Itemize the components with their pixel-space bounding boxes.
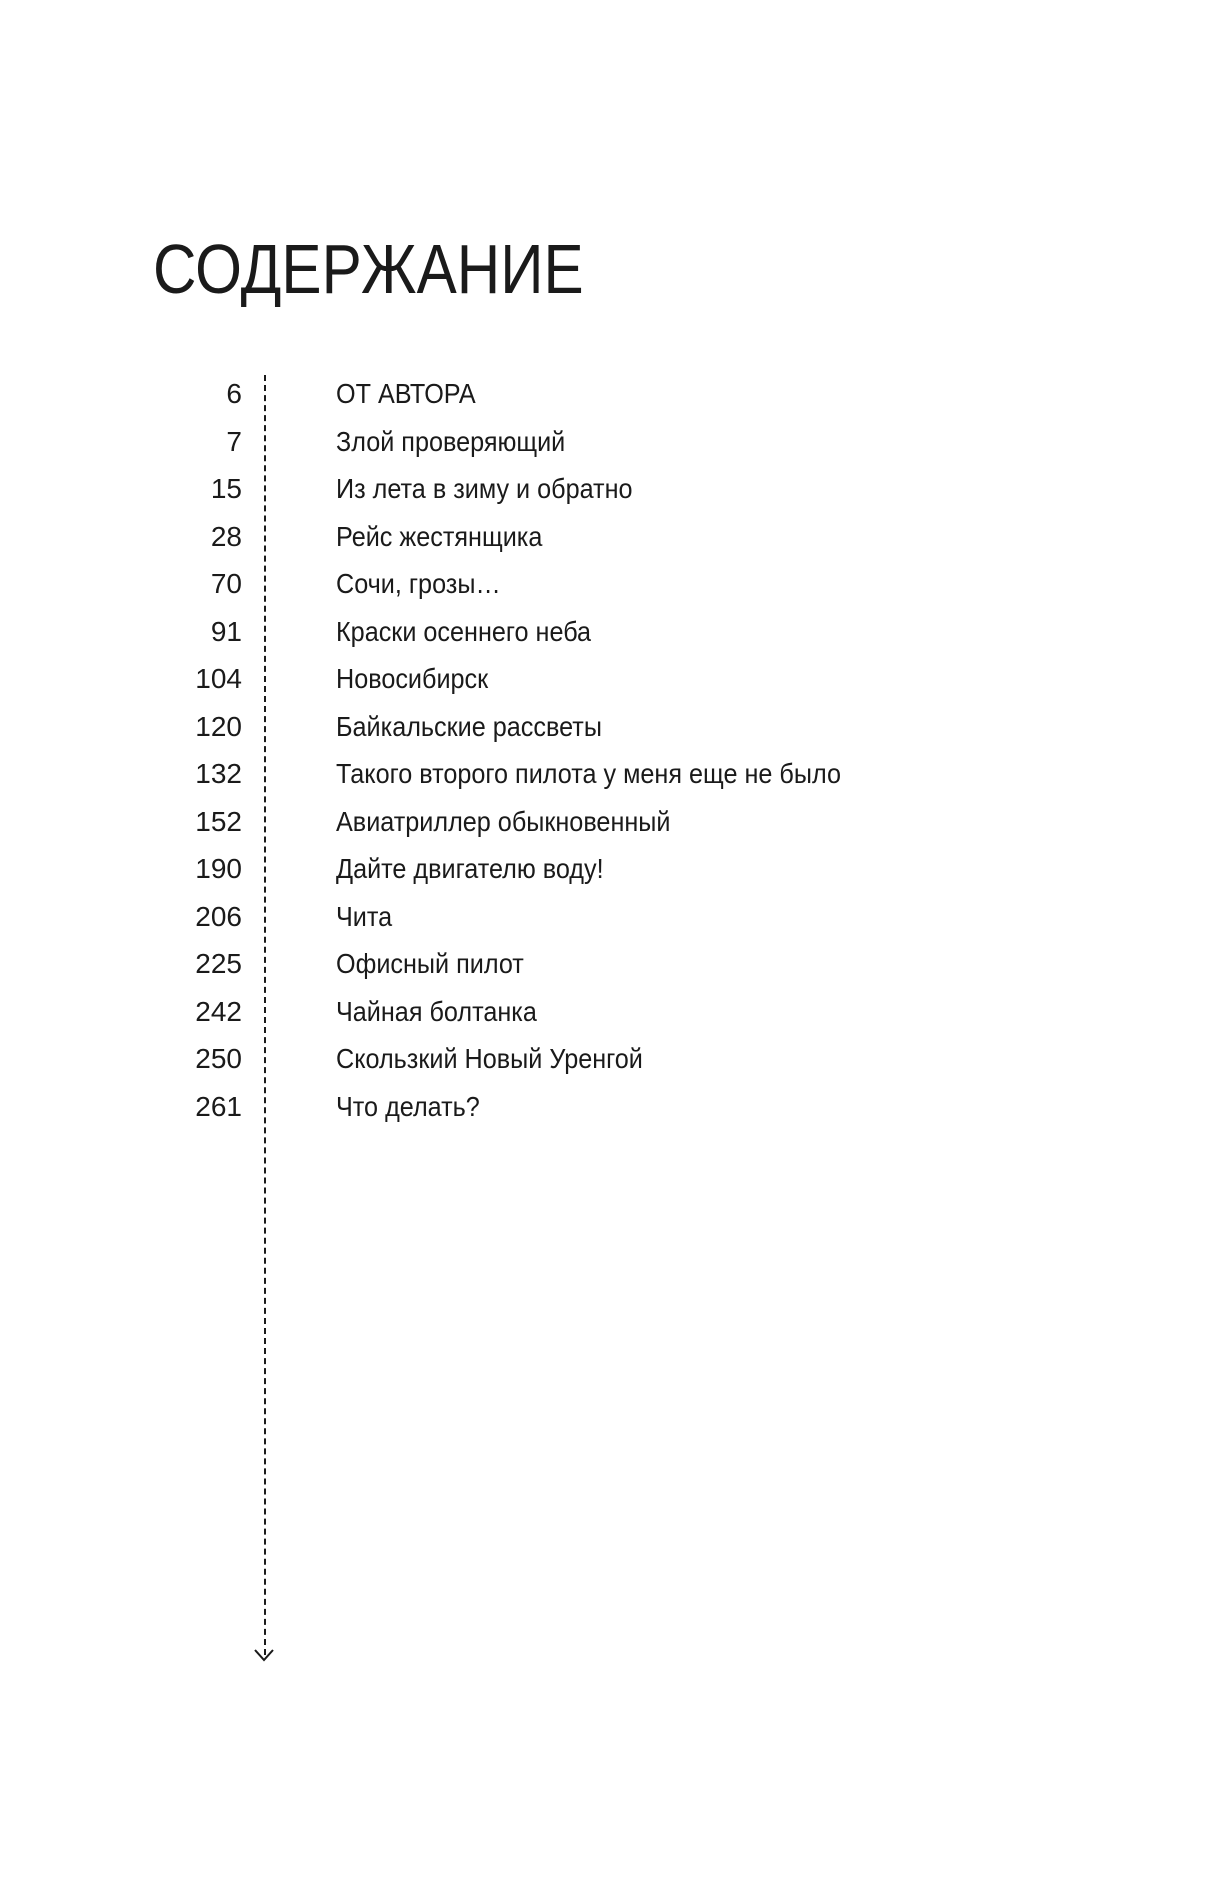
toc-entry[interactable]: [0, 661, 1216, 709]
toc-entry[interactable]: [0, 424, 1216, 472]
toc-entry-title[interactable]: Из лета в зиму и обратно: [336, 473, 633, 504]
toc-page-number: 15: [210, 473, 242, 504]
toc-page-number: 104: [195, 663, 242, 694]
toc-entry[interactable]: [0, 756, 1216, 804]
toc-entry[interactable]: [0, 946, 1216, 994]
toc-entry-title[interactable]: Такого второго пилота у меня еще не было: [336, 758, 841, 789]
toc-page-number: 242: [195, 995, 242, 1027]
toc-page-number: 91: [210, 615, 242, 647]
toc-page-number: 250: [195, 1043, 242, 1074]
toc-entry-title[interactable]: Краски осеннего неба: [336, 615, 592, 647]
toc-entry[interactable]: [0, 1041, 1216, 1089]
toc-entry-title[interactable]: ОТ АВТОРА: [336, 378, 476, 409]
toc-entry[interactable]: [0, 899, 1216, 947]
toc-entry[interactable]: [0, 851, 1216, 899]
toc-list: [0, 376, 1216, 1136]
toc-entry[interactable]: [0, 614, 1216, 662]
page-title: СОДЕРЖАНИЕ: [153, 230, 584, 308]
toc-entry-title[interactable]: Авиатриллер обыкновенный: [336, 805, 671, 837]
toc-page-number: 132: [195, 758, 242, 789]
toc-entry-title[interactable]: Что делать?: [336, 1090, 480, 1122]
toc-entry-title[interactable]: Байкальские рассветы: [336, 710, 602, 742]
toc-entry[interactable]: [0, 994, 1216, 1042]
toc-entry[interactable]: [0, 471, 1216, 519]
toc-entry-title[interactable]: Офисный пилот: [336, 948, 524, 979]
toc-page-number: 261: [195, 1090, 242, 1122]
toc-page-number: 206: [195, 900, 242, 932]
toc-entry[interactable]: [0, 1089, 1216, 1137]
toc-page-number: 28: [210, 520, 242, 552]
toc-page-number: 120: [195, 710, 242, 742]
toc-page-number: 7: [226, 425, 242, 457]
arrow-down-icon: [253, 1647, 275, 1663]
toc-entry-title[interactable]: Чита: [336, 900, 393, 932]
toc-entry[interactable]: [0, 566, 1216, 614]
toc-entry[interactable]: [0, 804, 1216, 852]
toc-entry-title[interactable]: Скользкий Новый Уренгой: [336, 1043, 643, 1074]
toc-entry-title[interactable]: Чайная болтанка: [336, 995, 537, 1027]
toc-entry[interactable]: [0, 709, 1216, 757]
toc-entry-title[interactable]: Сочи, грозы…: [336, 568, 501, 599]
toc-page-number: 6: [226, 378, 242, 409]
toc-entry-title[interactable]: Новосибирск: [336, 663, 489, 694]
toc-page-number: 190: [195, 853, 242, 884]
toc-entry[interactable]: [0, 376, 1216, 424]
toc-page-number: 70: [210, 568, 242, 599]
toc-entry-title[interactable]: Злой проверяющий: [336, 425, 566, 457]
toc-page-number: 152: [195, 805, 242, 837]
toc-entry-title[interactable]: Дайте двигателю воду!: [336, 853, 604, 884]
toc-entry-title[interactable]: Рейс жестянщика: [336, 520, 543, 552]
toc-entry[interactable]: [0, 519, 1216, 567]
toc-page-number: 225: [195, 948, 242, 979]
